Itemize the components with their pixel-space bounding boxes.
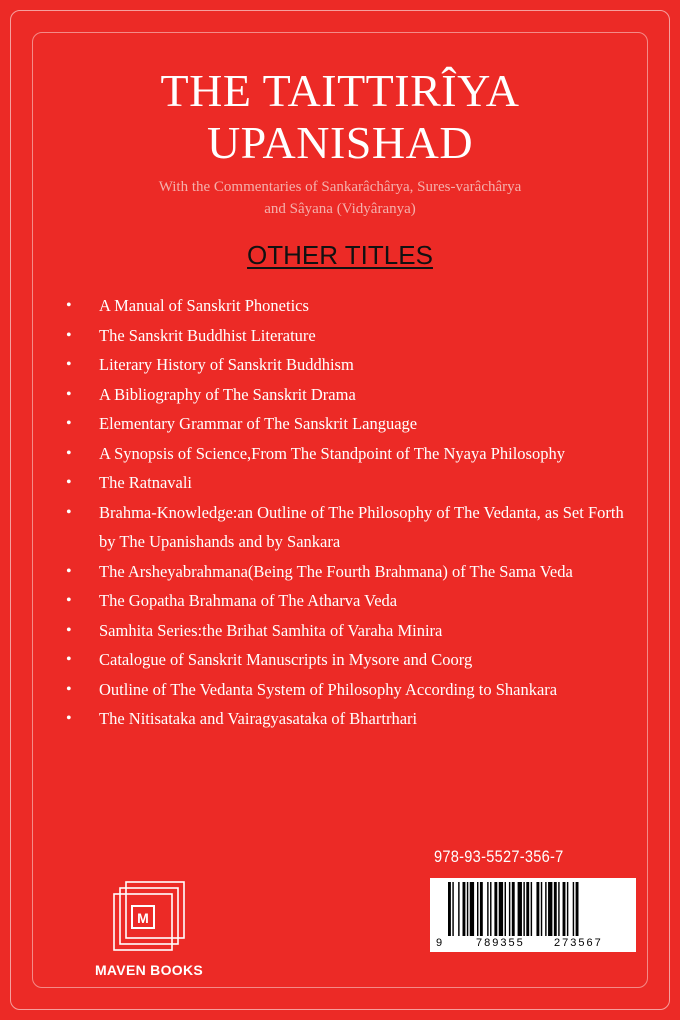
list-item: • The Ratnavali [66, 468, 626, 498]
list-item: • Literary History of Sanskrit Buddhism [66, 350, 626, 380]
barcode-bar [490, 882, 491, 936]
barcode-bar [548, 882, 552, 936]
list-item: • A Manual of Sanskrit Phonetics [66, 291, 626, 321]
barcode-bar [536, 882, 539, 936]
barcode-bar [499, 882, 503, 936]
barcode-left-digits: 789355 [476, 937, 525, 949]
barcode-bar [518, 882, 522, 936]
barcode-bar [509, 882, 510, 936]
barcode-bars [448, 882, 579, 936]
list-item: • Elementary Grammar of The Sanskrit Language [66, 409, 626, 439]
list-item: • Samhita Series:the Brihat Samhita of Varaha Minira [66, 616, 626, 646]
barcode-bar [470, 882, 474, 936]
barcode-bar [531, 882, 532, 936]
list-item: • A Synopsis of Science,From The Standpoint of The Nyaya Philosophy [66, 439, 626, 469]
barcode-bar [487, 882, 488, 936]
list-item: • The Gopatha Brahmana of The Atharva Veda [66, 586, 626, 616]
list-item: • Catalogue of Sanskrit Manuscripts in Mysore and Coorg [66, 645, 626, 675]
barcode-bar [526, 882, 529, 936]
barcode-bar [458, 882, 459, 936]
list-item: • A Bibliography of The Sanskrit Drama [66, 380, 626, 410]
barcode-bar [563, 882, 566, 936]
list-item: • Outline of The Vedanta System of Philosophy According to Shankara [66, 675, 626, 705]
barcode-bar [480, 882, 483, 936]
barcode-bar [452, 882, 453, 936]
book-title-line-2: UPANISHAD [206, 117, 474, 168]
book-title-line-1: THE TAITTIRÎYA [160, 65, 520, 116]
barcode-bar [448, 882, 451, 936]
barcode [430, 878, 636, 952]
barcode-bar [576, 882, 579, 936]
barcode-bar [567, 882, 568, 936]
list-item: • Brahma-Knowledge:an Outline of The Philosophy of The Vedanta, as Set Forth by The Upanishands and by Sankara [66, 498, 626, 557]
maven-books-logo-icon [108, 880, 188, 956]
isbn-number: 978-93-5527-356-7 [434, 847, 564, 866]
barcode-bar [545, 882, 546, 936]
barcode-bar [554, 882, 557, 936]
barcode-bar [505, 882, 506, 936]
barcode-bar [494, 882, 497, 936]
barcode-bar [463, 882, 466, 936]
barcode-bar [512, 882, 515, 936]
barcode-bar [558, 882, 559, 936]
list-item: • The Arsheyabrahmana(Being The Fourth Brahmana) of The Sama Veda [66, 557, 626, 587]
list-item: • The Nitisataka and Vairagyasataka of Bhartrhari [66, 704, 626, 734]
barcode-bar [477, 882, 478, 936]
other-titles-list [66, 291, 626, 734]
publisher-name: MAVEN BOOKS [94, 962, 204, 978]
barcode-right-digits: 273567 [554, 937, 603, 949]
list-item: • The Sanskrit Buddhist Literature [66, 321, 626, 351]
barcode-bar [573, 882, 574, 936]
barcode-first-digit: 9 [436, 937, 443, 949]
book-subtitle: With the Commentaries of Sankarâchârya, Sures-varâchârya and Sâyana (Vidyâranya) [158, 179, 522, 217]
barcode-bar [541, 882, 542, 936]
logo-letter: M [137, 910, 149, 926]
barcode-bar [523, 882, 524, 936]
other-titles-heading: OTHER TITLES [247, 240, 433, 270]
barcode-bar [467, 882, 468, 936]
